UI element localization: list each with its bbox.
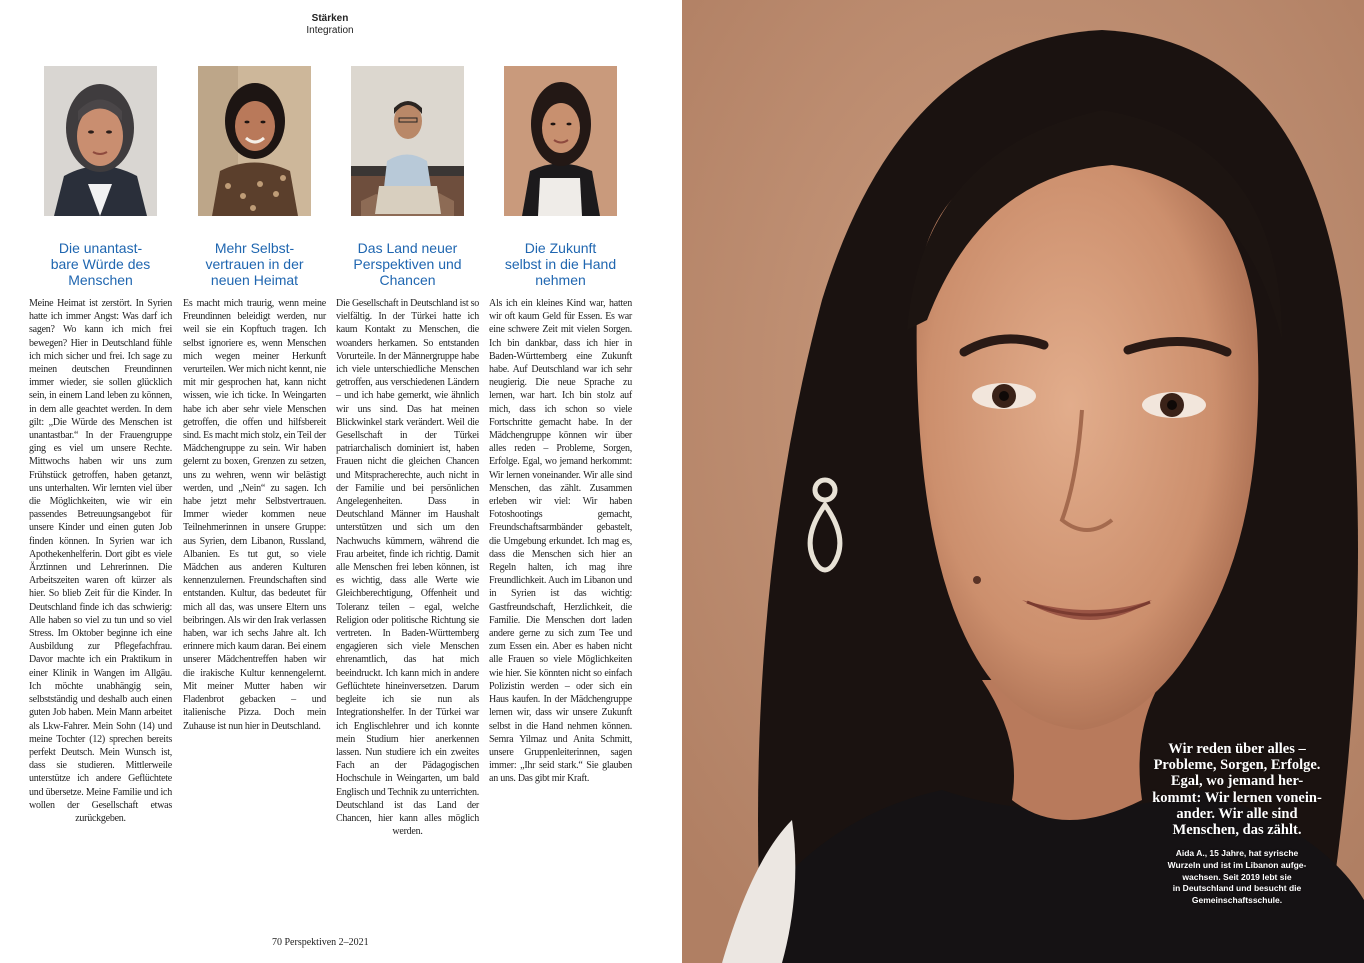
column-heading-4: Die Zukunft selbst in die Hand nehmen xyxy=(504,240,617,288)
column-heading-2: Mehr Selbst- vertrauen in der neuen Heimat xyxy=(205,240,304,288)
article-column-2 xyxy=(183,66,326,733)
section-subtitle: Integration xyxy=(306,25,354,36)
article-column-1 xyxy=(29,66,172,825)
column-body-1: Meine Heimat ist zerstört. In Syrien hatte ich immer Angst: Was darf ich sagen? Wo kann ich mich frei bewegen? Hier in Deutschland fühle ich mich sicher und frei. Ich sage zu meinen deutschen Freundinnen immer wieder, sie sollen glücklich sein, in einem Land leben zu können, in dem alle geachtet werden. In dem gilt: „Die Würde des Menschen ist unantastbar.“ In der Frauengruppe ging es viel um unsere Rechte. Mittwochs haben wir uns zum Frühstück getroffen, haben getanzt, uns unterhalten. Wir lernten viel über die Möglichkeiten, wie wir ein passendes Betreuungsangebot für unsere Kinder und einen guten Job finden können. In Syrien war ich Apothekenhelferin. Dort gibt es viele Ärztinnen und Lehrerinnen. Die Arbeitszeiten waren oft kürzer als hier. So blieb Zeit für die Kinder. In Deutschland finde ich das schwierig: Alle haben so viel zu tun und so viel Stress. Im Oktober beginne ich eine Ausbildung zur Pflegefachfrau. Davor machte ich ein Praktikum in einer Klinik in Wangen im Allgäu. Ich möchte unabhängig sein, selbstständig und deshalb auch einen guten Job haben. Mein Mann arbeitet als Lkw-Fahrer. Mein Sohn (14) und meine Tochter (12) sprechen bereits perfekt Deutsch. Mein Wunsch ist, dass sie studieren. Mittlerweile unterstütze ich andere Geflüchtete und übersetze. Meine Familie und ich wollen der Gesellschaft etwas zurückgeben. xyxy=(29,298,172,824)
page-footer: 70 Perspektiven 2–2021 xyxy=(272,937,369,948)
column-heading-3: Das Land neuer Perspektiven und Chancen xyxy=(353,240,462,288)
column-heading-1: Die unantast- bare Würde des Menschen xyxy=(50,240,151,288)
portrait-photo-3 xyxy=(351,66,464,216)
portrait-photo-4 xyxy=(504,66,617,216)
portrait-photo-2 xyxy=(198,66,311,216)
large-portrait-photo xyxy=(682,0,1364,963)
portrait-photo-1 xyxy=(44,66,157,216)
article-column-3 xyxy=(336,66,479,838)
column-body-4: Als ich ein kleines Kind war, hatten wir oft kaum Geld für Essen. Es war eine schwere Zeit mit vielen Sorgen. Ich bin dankbar, dass ich hier in Baden-Württemberg eine Zukunft habe. Auf Deutschland war ich sehr neugierig. Die neue Sprache zu lernen, war hart. Ich bin stolz auf mich, dass ich schon so viele Fortschritte gemacht habe. In der Mädchengruppe können wir über alles reden – Probleme, Sorgen, Erfolge. Egal, wo jemand herkommt: Wir lernen voneinander. Wir alle sind Menschen, das zählt. Zusammen erleben wir viel: Wir haben Fotoshootings gemacht, Freundschaftsarmbänder gebastelt, die Umgebung erkundet. Ich mag es, dass die Menschen sich hier an Regeln halten, ich mag ihre Freundlichkeit. Auch im Libanon und in Syrien ist das wichtig: Gastfreundschaft, Herzlichkeit, die Familie. Die Menschen dort laden andere gerne zu sich zum Tee und zum Essen ein. Aber es haben nicht alle Frauen so viele Möglichkeiten wie hier. Sie könnten nicht so einfach Polizistin werden – oder sich ein Haus kaufen. In der Mädchengruppe lernen wir, dass wir unsere Zukunft selbst in die Hand nehmen können. Semra Yilmaz und Anita Schmitt, unsere Gruppenleiterinnen, sagen immer: „Ihr seid stark.“ Sie glauben an uns. Das gibt mir Kraft. xyxy=(489,298,632,785)
pull-quote: Wir reden über alles – Probleme, Sorgen, Erfolge. Egal, wo jemand her- kommt: Wir lernen vonein- ander. Wir alle sind Menschen, das zählt. xyxy=(1152,741,1322,839)
photo-caption: Aida A., 15 Jahre, hat syrische Wurzeln und ist im Libanon aufge- wachsen. Seit 2019 lebt sie in Deutschland und besucht die Gemeinschaftsschule. xyxy=(1167,848,1307,906)
article-column-4 xyxy=(489,66,632,786)
column-body-3: Die Gesellschaft in Deutschland ist so vielfältig. In der Türkei hatte ich kaum Kontakt zu Menschen, die woanders herkamen. So entstanden Vorurteile. In der Männergruppe habe ich viele unterschiedliche Menschen getroffen, aus verschiedenen Ländern – und ich habe gemerkt, wie ähnlich wir uns sind. Das hat meinen Blickwinkel stark verändert. Weil die Gesellschaft in der Türkei patriarchalisch dominiert ist, haben Frauen nicht die gleichen Chancen und Mitspracherechte, auch nicht in der Familie und bei persönlichen Angelegenheiten. Dass in Deutschland Männer im Haushalt unterstützen und sich um den Nachwuchs kümmern, während die Frau arbeitet, finde ich richtig. Damit alle Menschen frei leben können, ist es wichtig, dass alle Werte wie Gleichberechtigung, Offenheit und Toleranz teilen – egal, welche Religion oder politische Richtung sie vertreten. In Baden-Württemberg engagieren sich viele Menschen ehrenamtlich, das hat mich beeindruckt. Ich kann mich in andere Geflüchtete hineinversetzen. Darum begleite ich sie nun als Integrationshelfer. In der Türkei war ich Englischlehrer und ich konnte mein Studium hier anerkennen lassen. Nun studiere ich ein zweites Fach an der Pädagogischen Hochschule in Weingarten, um bald Englisch und Technik zu unterrichten. Deutschland ist das Land der Chancen, hier kann alles möglich werden. xyxy=(336,298,479,838)
section-header xyxy=(280,13,380,37)
section-kicker: Stärken xyxy=(311,13,349,24)
column-body-2: Es macht mich traurig, wenn meine Freundinnen beleidigt werden, nur weil sie ein Kopftuch tragen. Ich selbst ignoriere es, wenn Menschen mich wegen meiner Herkunft verurteilen. Wer mich nicht kennt, nie mit mir gesprochen hat, kann nicht wissen, wie ich ticke. In Weingarten habe ich aber sehr viele Menschen getroffen, die offen und hilfsbereit sind. Es macht mich stolz, ein Teil der Mädchengruppe zu sein. Wir haben gelernt zu boxen, Grenzen zu setzen, uns zu wehren, wenn wir belästigt werden, und „Nein“ zu sagen. Ich habe jetzt mehr Selbstvertrauen. Immer wieder kommen neue Teilnehmerinnen in unsere Gruppe: aus Syrien, dem Libanon, Russland, Albanien. Es tut gut, so viele Mädchen aus anderen Kulturen kennenzulernen. Freundschaften sind entstanden. Kultur, das bedeutet für mich all das, was unsere Eltern uns beibringen. Als wir den Irak verlassen haben, war ich sechs Jahre alt. Ich erinnere mich kaum daran. Bei einem unserer Mädchentreffen haben wir die irakische Kultur kennengelernt. Mit meiner Mutter haben wir Fladenbrot gebacken – und italienische Pizza. Doch mein Zuhause ist nun hier in Deutschland. xyxy=(183,298,326,732)
